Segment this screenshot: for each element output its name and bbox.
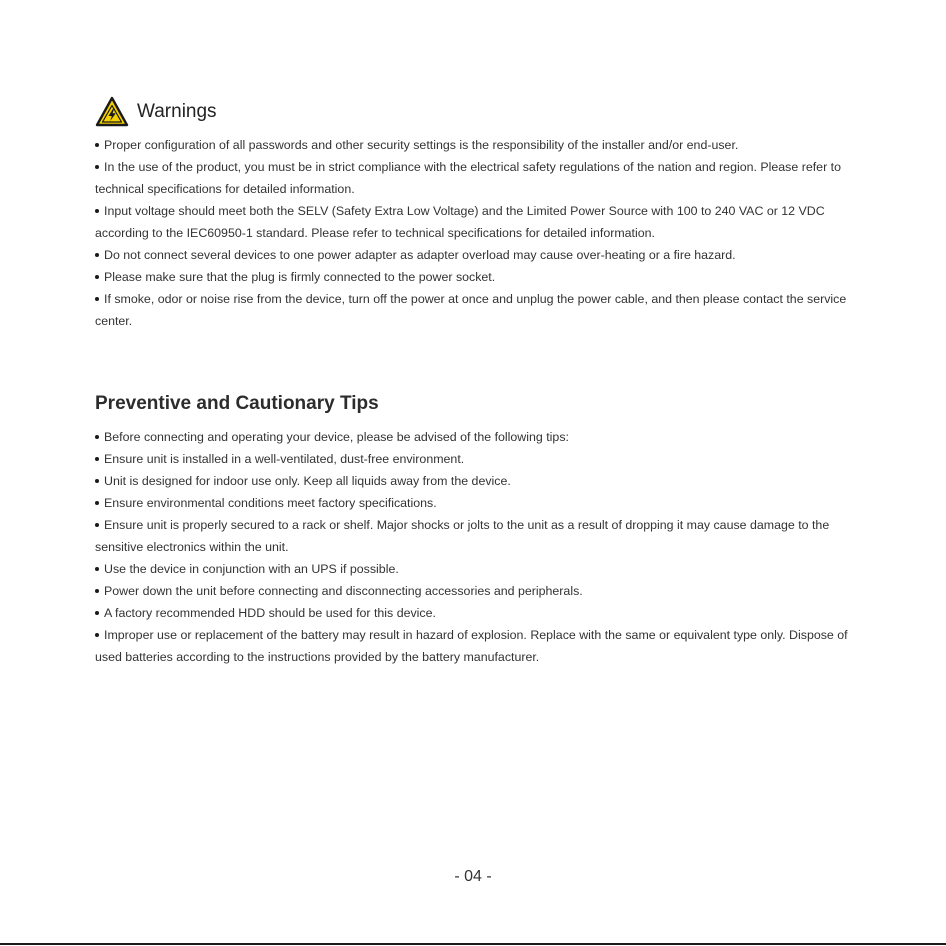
list-item-text: Ensure environmental conditions meet factory specifications. — [104, 496, 437, 510]
list-item-text: In the use of the product, you must be in strict compliance with the electrical safety regulations of the nation and region. Please refer to technical specifications for detailed information. — [95, 160, 841, 196]
bullet-icon — [95, 253, 99, 257]
bullet-icon — [95, 297, 99, 301]
list-item — [95, 514, 855, 558]
tips-heading — [95, 386, 855, 422]
bullet-icon — [95, 457, 99, 461]
list-item-text: If smoke, odor or noise rise from the device, turn off the power at once and unplug the power cable, and then please contact the service center. — [95, 292, 847, 328]
list-item — [95, 156, 855, 200]
bottom-divider — [0, 943, 946, 945]
page-number: - 04 - — [454, 868, 492, 885]
list-item — [95, 558, 855, 580]
list-item-text: Use the device in conjunction with an UPS if possible. — [104, 562, 399, 576]
bullet-icon — [95, 589, 99, 593]
list-item-text: Please make sure that the plug is firmly connected to the power socket. — [104, 270, 496, 284]
list-item-text: Before connecting and operating your device, please be advised of the following tips: — [104, 430, 569, 444]
bullet-icon — [95, 633, 99, 637]
bullet-icon — [95, 435, 99, 439]
list-item — [95, 580, 855, 602]
list-item — [95, 602, 855, 624]
high-voltage-warning-icon — [95, 96, 129, 128]
list-item — [95, 492, 855, 514]
list-item-text: Do not connect several devices to one power adapter as adapter overload may cause over-heating or a fire hazard. — [104, 248, 736, 262]
warnings-heading — [95, 94, 855, 130]
list-item-text: A factory recommended HDD should be used for this device. — [104, 606, 436, 620]
list-item-text: Input voltage should meet both the SELV (Safety Extra Low Voltage) and the Limited Power Source with 100 to 240 VAC or 12 VDC according to the IEC60950-1 standard. Please refer to technical specifications for detailed information. — [95, 204, 825, 240]
list-item — [95, 426, 855, 448]
warnings-list — [95, 134, 855, 332]
list-item — [95, 288, 855, 332]
warnings-section — [95, 94, 855, 332]
bullet-icon — [95, 611, 99, 615]
bullet-icon — [95, 275, 99, 279]
tips-title: Preventive and Cautionary Tips — [95, 393, 379, 414]
bullet-icon — [95, 143, 99, 147]
bullet-icon — [95, 209, 99, 213]
list-item-text: Ensure unit is installed in a well-ventilated, dust-free environment. — [104, 452, 465, 466]
list-item — [95, 448, 855, 470]
tips-list — [95, 426, 855, 668]
list-item — [95, 470, 855, 492]
list-item — [95, 266, 855, 288]
list-item-text: Improper use or replacement of the battery may result in hazard of explosion. Replace with the same or equivalent type only. Dispose of used batteries according to the instructions provided by the battery manufacturer. — [95, 628, 848, 664]
bullet-icon — [95, 567, 99, 571]
tips-section — [95, 386, 855, 668]
list-item-text: Ensure unit is properly secured to a rack or shelf. Major shocks or jolts to the unit as a result of dropping it may cause damage to the sensitive electronics within the unit. — [95, 518, 830, 554]
bullet-icon — [95, 523, 99, 527]
bullet-icon — [95, 501, 99, 505]
warnings-title: Warnings — [137, 101, 217, 122]
list-item — [95, 244, 855, 266]
bullet-icon — [95, 165, 99, 169]
list-item — [95, 624, 855, 668]
list-item — [95, 134, 855, 156]
bullet-icon — [95, 479, 99, 483]
list-item-text: Proper configuration of all passwords and other security settings is the responsibility of the installer and/or end-user. — [104, 138, 739, 152]
list-item-text: Power down the unit before connecting and disconnecting accessories and peripherals. — [104, 584, 583, 598]
list-item-text: Unit is designed for indoor use only. Keep all liquids away from the device. — [104, 474, 511, 488]
list-item — [95, 200, 855, 244]
